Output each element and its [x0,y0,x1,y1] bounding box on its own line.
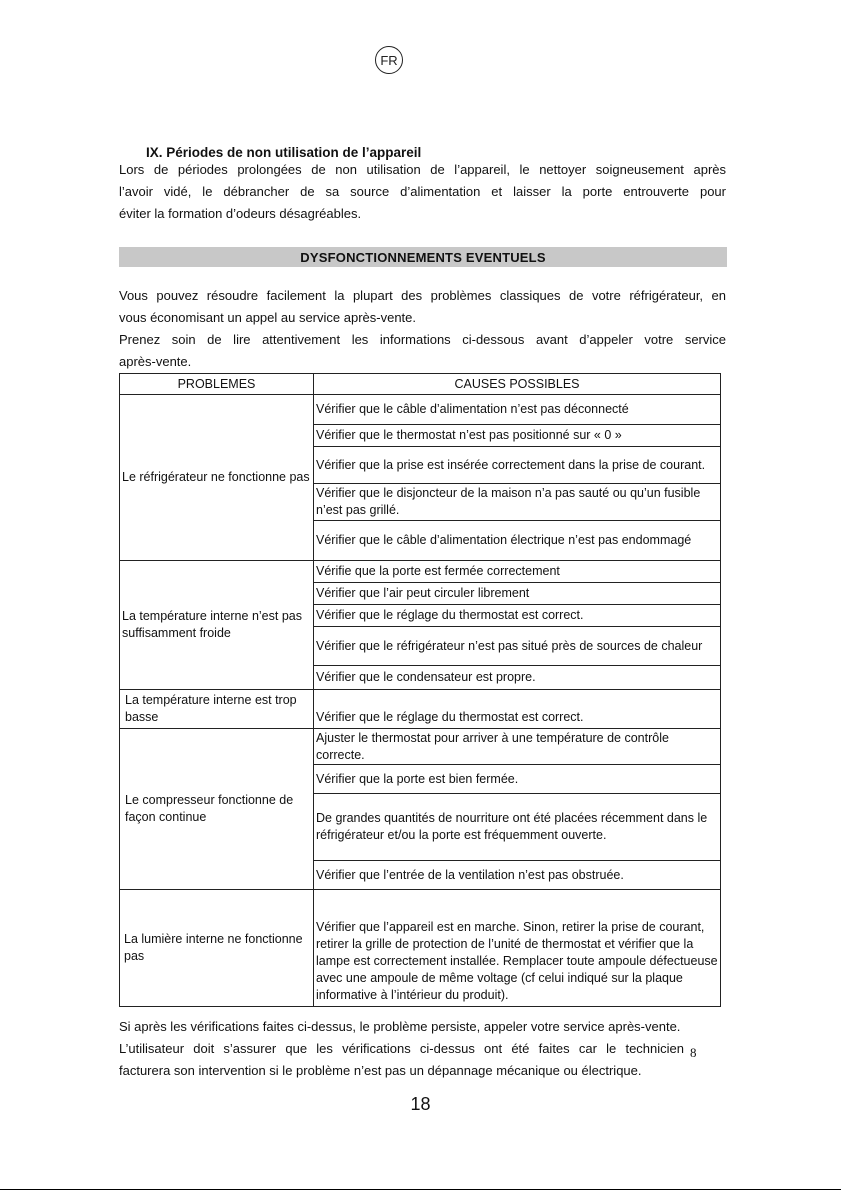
cause-cell: Vérifier que le thermostat n’est pas positionné sur « 0 » [314,425,721,447]
paragraph-line: Vous pouvez résoudre facilement la plupart des problèmes classiques de votre réfrigérateur, en [119,288,726,303]
footer-paragraph [119,1016,729,1082]
paragraph-line: après-vente. [119,354,192,369]
cause-cell: Vérifier que le réfrigérateur n’est pas situé près de sources de chaleur [314,627,721,666]
cause-cell: Vérifie que la porte est fermée correctement [314,561,721,583]
cause-cell: Vérifier que le câble d’alimentation électrique n’est pas endommagé [314,521,721,561]
page-number: 18 [410,1094,431,1114]
cause-cell: Vérifier que le condensateur est propre. [314,666,721,690]
cause-cell: Vérifier que la porte est bien fermée. [314,765,721,794]
paragraph-line: facturera son intervention si le problème n’est pas un dépannage mécanique ou électrique. [119,1063,642,1078]
problem-cell: La température interne n’est pas suffisamment froide [120,561,314,690]
cause-cell: De grandes quantités de nourriture ont été placées récemment dans le réfrigérateur et/ou la porte est fréquemment ouverte. [314,794,721,861]
section-band-title: DYSFONCTIONNEMENTS EVENTUELS [119,247,727,267]
cause-cell: Vérifier que l’air peut circuler librement [314,583,721,605]
cause-cell: Vérifier que le câble d’alimentation n’est pas déconnecté [314,395,721,425]
header-causes: CAUSES POSSIBLES [314,374,721,395]
cause-cell: Vérifier que la prise est insérée correctement dans la prise de courant. [314,447,721,484]
paragraph-line: L’utilisateur doit s’assurer que les vérifications ci-dessus ont été faites car le technicien [119,1041,684,1056]
paragraph-line: Prenez soin de lire attentivement les informations ci-dessous avant d’appeler votre service [119,332,726,347]
table-row [120,690,721,729]
table-header-row [120,374,721,395]
paragraph-line: vous économisant un appel au service après-vente. [119,310,417,325]
intro-paragraph [119,285,726,373]
table-row [120,890,721,1007]
cause-cell: Vérifier que l’entrée de la ventilation n’est pas obstruée. [314,861,721,890]
cause-cell: Vérifier que le réglage du thermostat est correct. [314,605,721,627]
troubleshooting-table [119,373,721,1007]
section-heading: IX. Périodes de non utilisation de l’appareil [146,145,422,160]
paragraph-line: l’avoir vidé, le débrancher de sa source d’alimentation et laisser la porte entrouverte pour [119,184,726,199]
cause-cell: Vérifier que le réglage du thermostat est correct. [314,690,721,729]
header-problems: PROBLEMES [120,374,314,395]
stray-mark: 8 [690,1045,697,1060]
problem-cell: La lumière interne ne fonctionne pas [120,890,314,1007]
cause-cell: Vérifier que l’appareil est en marche. Sinon, retirer la prise de courant, retirer la grille de protection de l’unité de thermostat et vérifier que la lampe est correctement installée. Remplacer toute ampoule défectueuse avec une ampoule de même voltage (cf celui indiqué sur la plaque informative à l’intérieur du produit). [314,890,721,1007]
page-bottom-rule [0,1189,841,1190]
table-row [120,729,721,765]
table-row [120,395,721,425]
language-badge: FR [375,46,403,74]
section-paragraph [119,159,726,225]
paragraph-line: éviter la formation d’odeurs désagréables. [119,206,362,221]
problem-cell: Le compresseur fonctionne de façon continue [120,729,314,890]
problem-cell: Le réfrigérateur ne fonctionne pas [120,395,314,561]
paragraph-line: Lors de périodes prolongées de non utilisation de l’appareil, le nettoyer soigneusement après [119,162,726,177]
paragraph-line: Si après les vérifications faites ci-dessus, le problème persiste, appeler votre service après-vente. [119,1019,681,1034]
cause-cell: Vérifier que le disjoncteur de la maison n’a pas sauté ou qu’un fusible n’est pas grillé. [314,484,721,521]
table-row [120,561,721,583]
cause-cell: Ajuster le thermostat pour arriver à une température de contrôle correcte. [314,729,721,765]
problem-cell: La température interne est trop basse [120,690,314,729]
